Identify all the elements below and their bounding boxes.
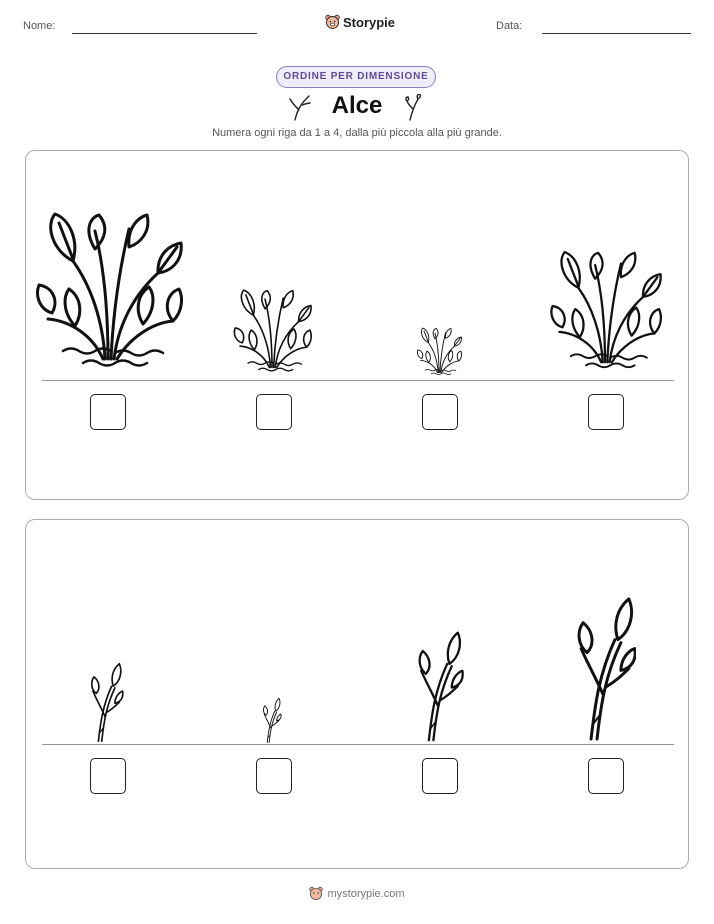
twig-icon xyxy=(86,656,124,744)
page-title: Alce xyxy=(331,92,383,119)
brand-name: Storypie xyxy=(343,14,396,30)
worksheet-type-badge: ORDINE PER DIMENSIONE xyxy=(276,66,436,88)
plant-icon xyxy=(416,326,462,379)
answer-box[interactable] xyxy=(422,394,458,430)
name-label: Nome: xyxy=(23,20,56,32)
twig-icon xyxy=(260,694,282,744)
answer-box[interactable] xyxy=(422,758,458,794)
answer-box[interactable] xyxy=(256,758,292,794)
answer-box[interactable] xyxy=(90,758,126,794)
answer-box[interactable] xyxy=(588,758,624,794)
answer-box[interactable] xyxy=(256,394,292,430)
bear-logo-icon xyxy=(309,886,323,901)
bear-logo-icon xyxy=(325,14,340,30)
plant-icon xyxy=(548,246,662,379)
name-line[interactable] xyxy=(72,33,257,34)
plant-icon xyxy=(232,286,312,379)
brand-logo xyxy=(325,14,395,30)
date-line[interactable] xyxy=(542,33,691,34)
twig-icon xyxy=(404,94,424,122)
ground-line xyxy=(42,744,674,745)
date-label: Data: xyxy=(496,20,523,32)
answer-box[interactable] xyxy=(588,394,624,430)
plant-icon xyxy=(33,206,183,381)
row-panel-plants xyxy=(25,150,689,500)
footer-site[interactable]: mystorypie.com xyxy=(327,887,405,900)
answer-box[interactable] xyxy=(90,394,126,430)
row-panel-twigs xyxy=(25,519,689,869)
instructions: Numera ogni riga da 1 a 4, dalla più piccola alla più grande. xyxy=(212,127,502,139)
ground-line xyxy=(42,380,674,381)
footer xyxy=(0,886,714,901)
twig-icon xyxy=(570,585,636,744)
twig-icon xyxy=(412,622,464,744)
